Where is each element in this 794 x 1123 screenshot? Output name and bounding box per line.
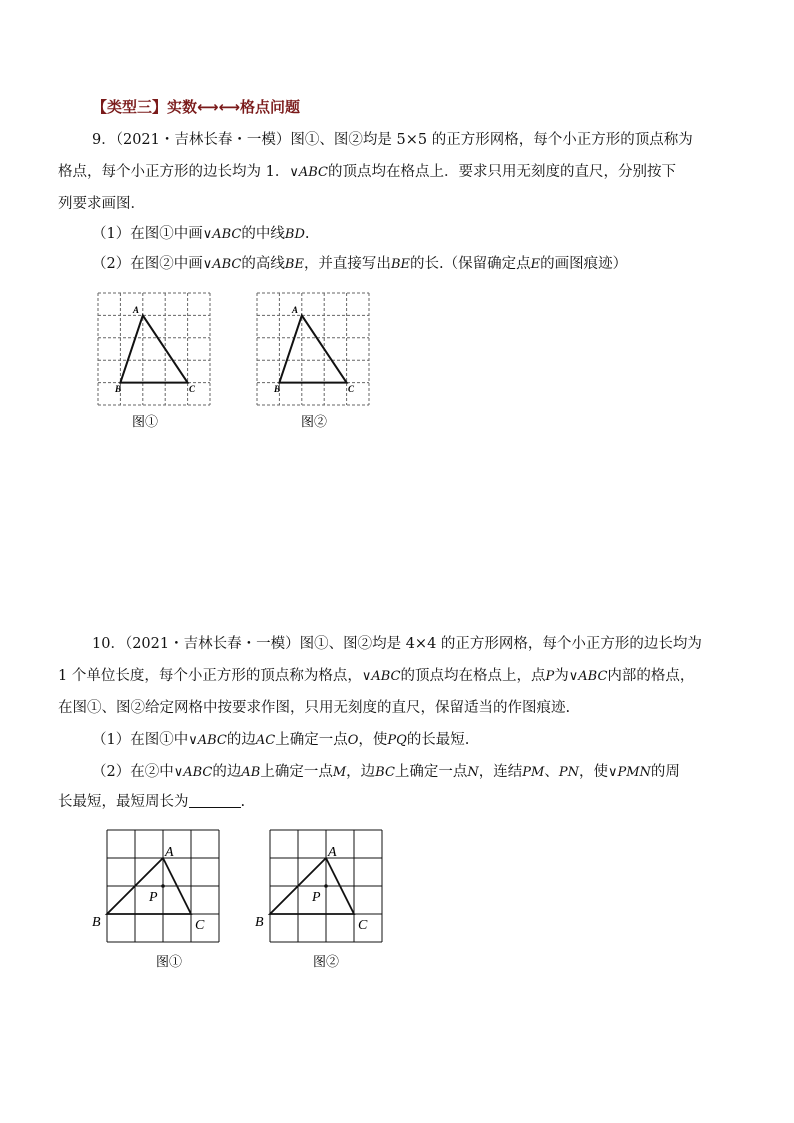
problem10-line3: 在图①、图②给定网格中按要求作图，只用无刻度的直尺，保留适当的作图痕迹. (58, 700, 571, 716)
problem9-q1a: （1）在图①中画 (92, 226, 203, 242)
problem9-q2a: （2）在图②中画 (92, 256, 203, 272)
problem9-q2i: 的画图痕迹） (540, 256, 628, 272)
triangle-abc: ∨ABC (289, 165, 328, 180)
figure2-caption: 图② (301, 414, 328, 429)
problem10-q1b: ∨ABC (188, 733, 227, 748)
problem10-q1a: （1）在图①中 (92, 732, 189, 748)
problem10-line2c: 的顶点均在格点上，点 (400, 668, 546, 684)
problem9-q2 (92, 254, 627, 275)
problem10-q2m: 、 (544, 764, 559, 780)
problem9-line3: 列要求画图． (58, 196, 145, 212)
problem10-q2i: 上确定一点 (394, 764, 468, 780)
vertex-c-label: C (348, 384, 355, 394)
problem10-q2s: . (240, 794, 246, 810)
vertex-c-label: C (358, 918, 368, 933)
problem9-figure2 (249, 288, 379, 433)
problem10-q2g: ，边 (346, 764, 376, 780)
point-p-label: P (312, 890, 321, 905)
problem10-q2h: BC (375, 765, 395, 780)
vertex-b-label: B (274, 384, 281, 394)
problem10-q1f: O (347, 733, 359, 748)
problem10-line2g: 内部的格点， (607, 668, 695, 684)
problem10-q1 (92, 730, 469, 751)
vertex-a-label: A (165, 845, 174, 860)
problem10-q2e: 上确定一点 (260, 764, 333, 780)
problem10-q2j: N (467, 765, 479, 780)
vertex-a-label: A (328, 845, 337, 860)
problem10-q2r: 长最短，最短周长为 (58, 794, 189, 810)
figure1-caption: 图① (132, 414, 159, 429)
figure1-caption: 图① (156, 954, 183, 969)
problem10-q2o: ，使 (578, 764, 608, 780)
problem10-q2b: ∨ABC (173, 765, 213, 780)
problem9-q2g: 的长.（保留确定点 (409, 256, 531, 272)
vertex-b-label: B (115, 384, 122, 394)
problem10-line2e: 为 (554, 668, 569, 684)
problem10-line2a: 1 个单位长度，每个小正方形的顶点称为格点， (58, 668, 362, 684)
problem9-q2e: ，并直接写出 (303, 256, 391, 272)
problem10-line2b: ∨ABC (361, 669, 401, 684)
problem10-figure2 (253, 826, 393, 976)
problem9-q2c: 的高线 (241, 256, 285, 272)
problem9-line2c: 的顶点均在格点上．要求只用无刻度的直尺，分别按下 (328, 164, 676, 180)
vertex-c-label: C (189, 384, 196, 394)
problem10-q1h: PQ (387, 733, 407, 748)
problem9-q1e: . (304, 226, 310, 242)
vertex-a-label: A (292, 305, 299, 315)
problem10-q2k: ，连结 (478, 764, 523, 780)
problem10-q2n: PN (558, 765, 579, 780)
problem10-q2a: （2）在②中 (92, 764, 174, 780)
problem9-figure1 (90, 288, 220, 433)
problem9-line2 (58, 162, 676, 183)
point-p (324, 884, 328, 888)
triangle-abc (120, 315, 187, 382)
problem9-q2d: BE (284, 257, 304, 272)
problem10-line1: 10．（2021・吉林长春・一模）图①、图②均是 4×4 的正方形网格，每个小正方形的边长均为 (92, 636, 702, 652)
problem10-q1e: 上确定一点 (275, 732, 348, 748)
point-p-label: P (149, 890, 158, 905)
problem9-q1 (92, 224, 309, 245)
problem10-q1d: AC (255, 733, 276, 748)
problem9-q2h: E (530, 257, 541, 272)
vertex-b-label: B (92, 915, 101, 930)
answer-blank (189, 793, 241, 808)
problem10-q2q: 的周 (650, 764, 680, 780)
problem10-q1c: 的边 (226, 732, 256, 748)
triangle-abc (279, 315, 346, 382)
problem9-q2b: ∨ABC (202, 257, 242, 272)
problem10-line2d: P (545, 669, 555, 684)
problem10-q2f: M (332, 765, 347, 780)
problem9-q1c: 的中线 (241, 226, 285, 242)
vertex-b-label: B (255, 915, 264, 930)
point-p (161, 884, 165, 888)
vertex-a-label: A (133, 305, 140, 315)
problem9-q2f: BE (390, 257, 410, 272)
problem10-line2 (58, 666, 694, 687)
problem10-q1i: 的长最短. (406, 732, 470, 748)
problem10-q2c: 的边 (212, 764, 242, 780)
problem10-q2p: ∨PMN (607, 765, 651, 780)
problem10-q1g: ，使 (358, 732, 388, 748)
problem10-q2 (92, 762, 680, 783)
problem10-q2d: AB (241, 765, 261, 780)
problem9-q1b: ∨ABC (202, 227, 242, 242)
section-title: 【类型三】实数⟷⟷格点问题 (92, 98, 301, 116)
problem10-q2l: PM (522, 765, 545, 780)
figure2-caption: 图② (313, 954, 340, 969)
problem10-figure1 (90, 826, 230, 976)
problem9-line2a: 格点，每个小正方形的边长均为 1． (58, 164, 290, 180)
problem9-line1: 9．（2021・吉林长春・一模）图①、图②均是 5×5 的正方形网格，每个小正方形的顶点称为 (92, 132, 693, 148)
problem9-q1d: BD (284, 227, 305, 242)
problem10-line2f: ∨ABC (568, 669, 608, 684)
problem10-q2-line2 (58, 792, 245, 812)
vertex-c-label: C (195, 918, 205, 933)
